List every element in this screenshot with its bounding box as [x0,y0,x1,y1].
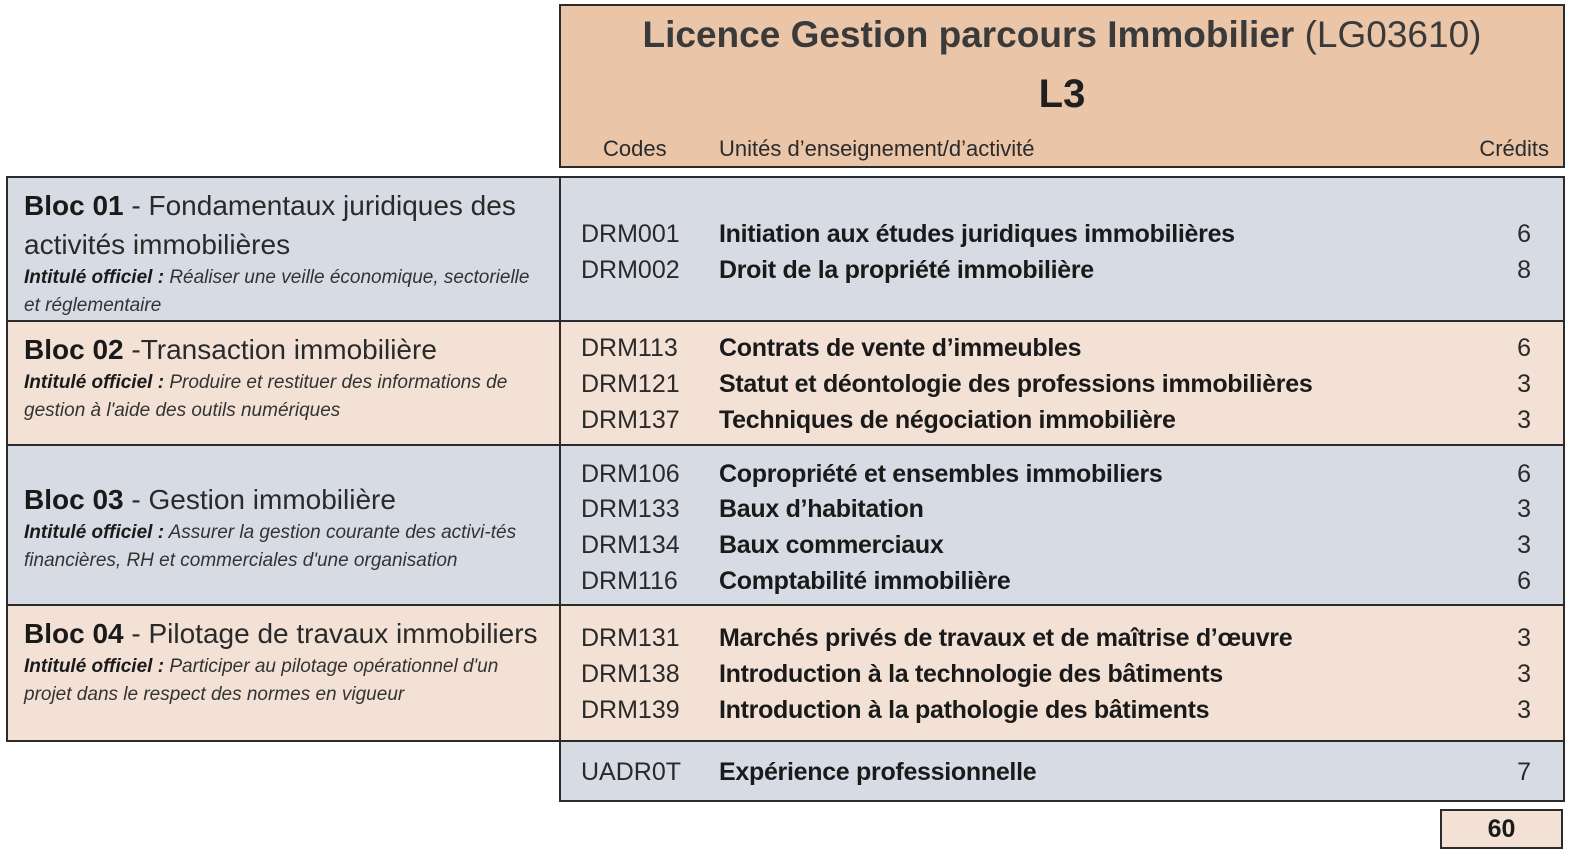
course-name: Baux d’habitation [719,495,924,523]
experience-row [559,740,1565,802]
course-code: DRM134 [581,531,680,559]
course-credits: 6 [1517,567,1531,595]
course-name: Expérience professionnelle [719,758,1037,786]
course-credits: 7 [1517,758,1531,786]
course-name: Baux commerciaux [719,531,944,559]
bloc-04-courses [559,604,1565,742]
program-code: (LG03610) [1304,14,1482,55]
course-code: DRM106 [581,460,680,488]
bloc-title: Bloc 03 - Gestion immobilière [24,484,396,515]
column-header-credits: Crédits [1479,136,1549,161]
program-level: L3 [1038,72,1086,116]
course-row [561,366,1563,402]
course-row [561,692,1563,728]
course-code: DRM116 [581,567,678,595]
program-title [561,14,1563,56]
course-name: Copropriété et ensembles immobiliers [719,460,1163,488]
bloc-02-description [6,320,561,446]
course-credits: 8 [1517,256,1531,284]
course-name: Introduction à la pathologie des bâtiments [719,696,1210,724]
course-code: DRM002 [581,256,680,284]
course-credits: 6 [1517,220,1531,248]
course-credits: 3 [1517,370,1531,398]
course-code: DRM113 [581,334,678,362]
course-row [561,754,1563,790]
course-code: DRM121 [581,370,680,398]
course-credits: 3 [1517,531,1531,559]
course-name: Initiation aux études juridiques immobilières [719,220,1235,248]
course-code: DRM139 [581,696,680,724]
course-code: DRM001 [581,220,680,248]
course-credits: 3 [1517,660,1531,688]
program-title-main: Licence Gestion parcours Immobilier [642,14,1295,55]
bloc-title: Bloc 04 - Pilotage de travaux immobiliers [24,618,538,649]
course-name: Droit de la propriété immobilière [719,256,1094,284]
column-header-units: Unités d’enseignement/d’activité [719,136,1035,161]
bloc-title: Bloc 01 - Fondamentaux juridiques des activités immobilières [24,190,516,260]
bloc-title: Bloc 02 -Transaction immobilière [24,334,437,365]
course-name: Comptabilité immobilière [719,567,1011,595]
bloc-03-description [6,444,561,606]
course-code: DRM133 [581,495,680,523]
course-name: Statut et déontologie des professions immobilières [719,370,1313,398]
course-name: Introduction à la technologie des bâtiments [719,660,1223,688]
course-name: Marchés privés de travaux et de maîtrise d’œuvre [719,624,1293,652]
course-credits: 3 [1517,495,1531,523]
course-credits: 3 [1517,406,1531,434]
bloc-03-courses [559,444,1565,606]
course-name: Techniques de négociation immobilière [719,406,1176,434]
course-row [561,527,1563,563]
course-credits: 6 [1517,460,1531,488]
bloc-02-courses [559,320,1565,446]
bloc-official-title: Intitulé officiel : Réaliser une veille économique, sectorielle et réglementaire [24,267,530,316]
course-row [561,656,1563,692]
course-row [561,620,1563,656]
bloc-01-description [6,176,561,322]
course-code: DRM137 [581,406,680,434]
course-name: Contrats de vente d’immeubles [719,334,1082,362]
course-code: DRM138 [581,660,680,688]
course-credits: 3 [1517,624,1531,652]
course-credits: 6 [1517,334,1531,362]
course-row [561,402,1563,438]
course-code: DRM131 [581,624,680,652]
bloc-official-title: Intitulé officiel : Assurer la gestion courante des activi-tés financières, RH et commerciales d'une organisation [24,522,517,571]
course-row [561,330,1563,366]
course-row [561,216,1563,252]
credits-total: 60 [1440,809,1563,849]
program-header [559,4,1565,168]
course-row [561,252,1563,288]
bloc-official-title: Intitulé officiel : Participer au pilotage opérationnel d'un projet dans le respect des normes en vigueur [24,656,499,705]
bloc-04-description [6,604,561,742]
course-row [561,456,1563,492]
bloc-01-courses [559,176,1565,322]
column-header-codes: Codes [603,136,667,161]
course-row [561,563,1563,599]
course-credits: 3 [1517,696,1531,724]
bloc-official-title: Intitulé officiel : Produire et restituer des informations de gestion à l'aide des outils numériques [24,372,508,421]
course-row [561,491,1563,527]
course-code: UADR0T [581,758,682,786]
